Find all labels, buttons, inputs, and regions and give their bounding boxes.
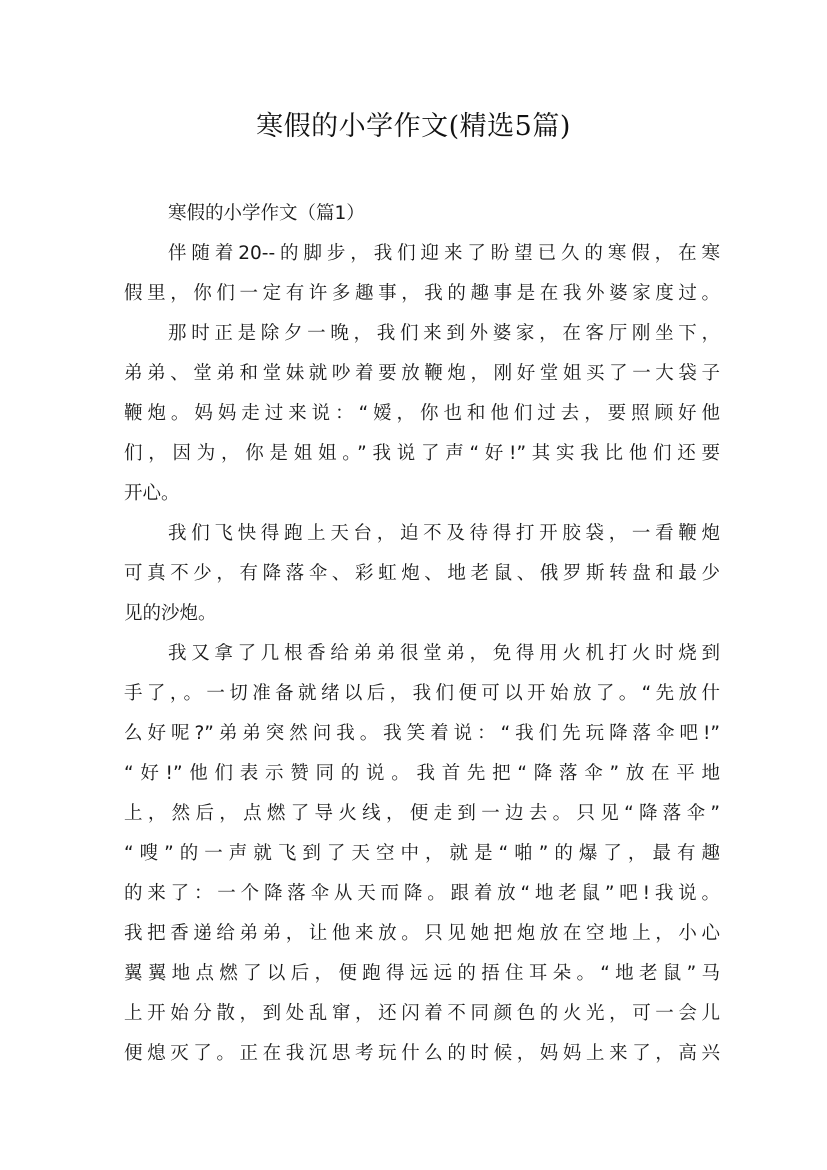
body-line: 开心。: [124, 483, 180, 504]
body-line: “好!”他们表示赞同的说。我首先把“降落伞”放在平地: [124, 763, 720, 784]
body-line: 翼翼地点燃了以后，便跑得远远的捂住耳朵。“地老鼠”马: [124, 963, 720, 984]
body-line: 伴随着20--的脚步，我们迎来了盼望已久的寒假，在寒: [168, 243, 720, 264]
body-line: 我把香递给弟弟，让他来放。只见她把炮放在空地上，小心: [124, 923, 720, 944]
body-line: 见的沙炮。: [124, 603, 217, 624]
body-line: 可真不少，有降落伞、彩虹炮、地老鼠、俄罗斯转盘和最少: [124, 563, 720, 584]
document-body: [124, 194, 720, 1074]
body-line: 便熄灭了。正在我沉思考玩什么的时候，妈妈上来了，高兴: [124, 1043, 720, 1064]
body-line: 鞭炮。妈妈走过来说：“嫒，你也和他们过去，要照顾好他: [124, 403, 720, 424]
body-line: “嗖”的一声就飞到了天空中，就是“啪”的爆了，最有趣: [124, 843, 720, 864]
body-line: 弟弟、堂弟和堂妹就吵着要放鞭炮，刚好堂姐买了一大袋子: [124, 363, 720, 384]
body-line: 我又拿了几根香给弟弟很堂弟，免得用火机打火时烧到: [168, 643, 720, 664]
body-line: 上，然后，点燃了导火线，便走到一边去。只见“降落伞”: [124, 803, 720, 824]
body-line: 么好呢?”弟弟突然问我。我笑着说：“我们先玩降落伞吧!”: [124, 723, 720, 744]
section-heading: 寒假的小学作文（篇1）: [168, 203, 365, 224]
body-line: 假里，你们一定有许多趣事，我的趣事是在我外婆家度过。: [124, 283, 720, 304]
body-line: 们，因为，你是姐姐。”我说了声“好!”其实我比他们还要: [124, 443, 720, 464]
body-line: 我们飞快得跑上天台，迫不及待得打开胶袋，一看鞭炮: [168, 523, 720, 544]
document-title: 寒假的小学作文(精选5篇): [256, 111, 571, 142]
body-line: 上开始分散，到处乱窜，还闪着不同颜色的火光，可一会儿: [124, 1003, 720, 1024]
body-line: 的来了：一个降落伞从天而降。跟着放“地老鼠”吧!我说。: [124, 883, 720, 904]
body-line: 手了，。一切准备就绪以后，我们便可以开始放了。“先放什: [124, 683, 720, 704]
body-line: 那时正是除夕一晚，我们来到外婆家，在客厅刚坐下，: [168, 323, 720, 344]
